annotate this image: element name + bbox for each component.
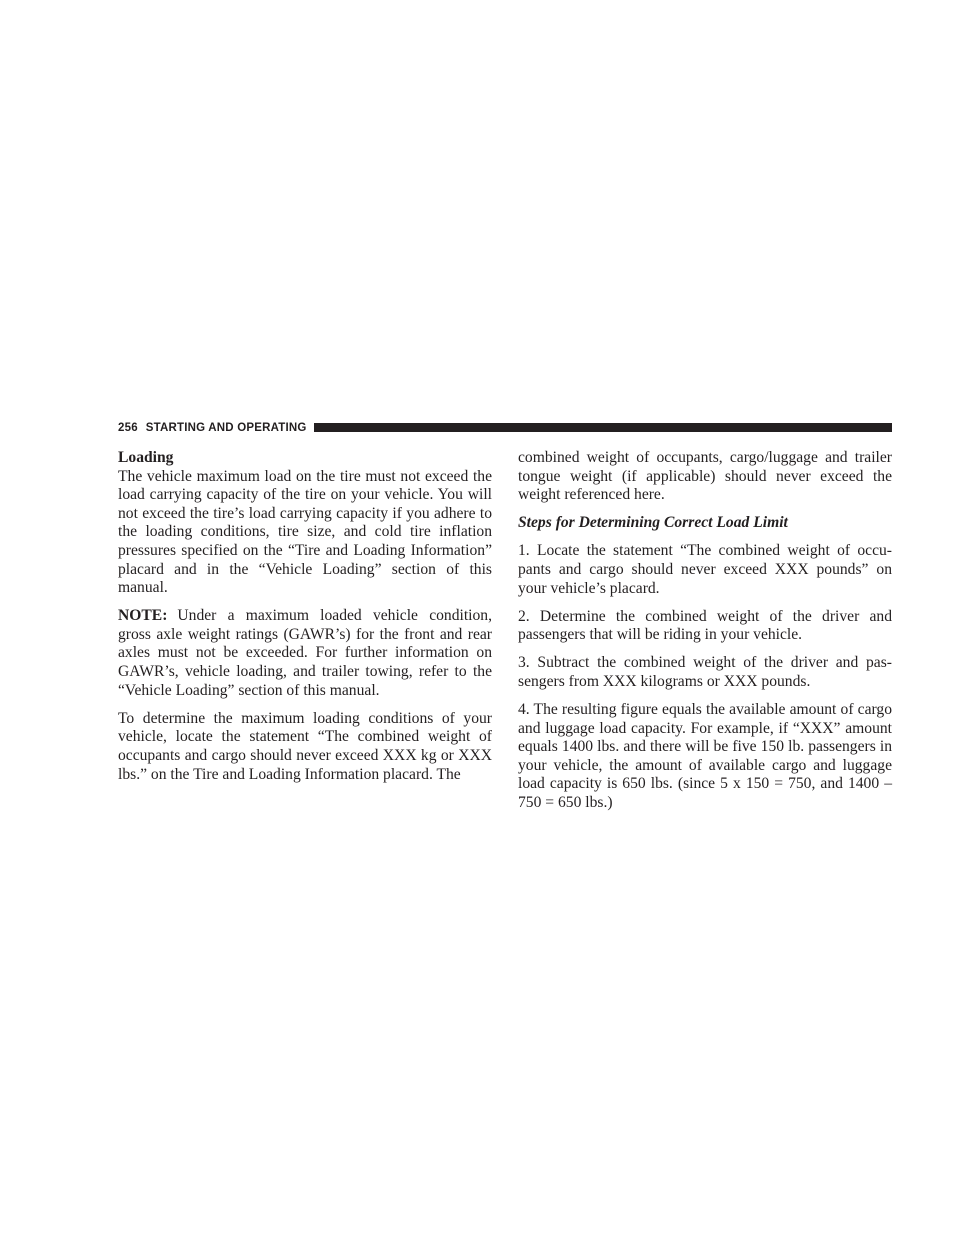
note-paragraph (118, 607, 492, 700)
step-item: 1. Locate the statement “The combined weight of occupants and cargo should never exceed XXX pounds” on your vehicle’s placard. (518, 542, 892, 597)
loading-heading: Loading (118, 449, 174, 466)
max-loading-paragraph: To determine the maximum loading conditions of your vehicle, locate the statement “The combined weight of occupants and cargo should never exceed XXX kg or XXX lbs.” on the Tire and Loading Information placard. The (118, 709, 492, 783)
note-label: NOTE: (118, 607, 168, 625)
header-rule (314, 423, 892, 432)
loading-paragraph: The vehicle maximum load on the tire must not exceed the load carrying capacity of the tire on your vehicle. You will not exceed the tire’s load carrying capacity if you adhere to the loading conditions, tire size, and cold tire inflation pressures specified on the “Tire and Loading Information” placard and in the “Vehicle Loading” section of this manual. (118, 467, 492, 597)
step-item: 3. Subtract the combined weight of the driver and passengers from XXX kilograms or XXX pounds. (518, 654, 892, 690)
note-text: Under a maximum loaded vehicle condition, gross axle weight ratings (GAWR’s) for the front and rear axles must not be exceeded. For further information on GAWR’s, vehicle loading, and trailer towing, refer to the “Vehicle Loading” section of this manual. (118, 607, 492, 699)
page-header (118, 419, 892, 436)
page-number: 256 (118, 421, 138, 434)
continued-paragraph: combined weight of occupants, cargo/luggage and trailer tongue weight (if applicable) should never exceed the weight referenced here. (518, 449, 892, 504)
step-item: 4. The resulting figure equals the available amount of cargo and luggage load capacity. For example, if “XXX” amount equals 1400 lbs. and there will be five 150 lb. passengers in your vehicle, the amount of available cargo and luggage load capacity is 650 lbs. (since 5 x 150 = 750, and 1400 – 750 = 650 lbs.) (518, 701, 892, 811)
steps-subheading: Steps for Determining Correct Load Limit (518, 514, 788, 532)
right-column (518, 449, 892, 822)
section-title: STARTING AND OPERATING (145, 421, 307, 434)
step-item: 2. Determine the combined weight of the driver and passengers that will be riding in your vehicle. (518, 607, 892, 644)
left-column (118, 449, 492, 794)
